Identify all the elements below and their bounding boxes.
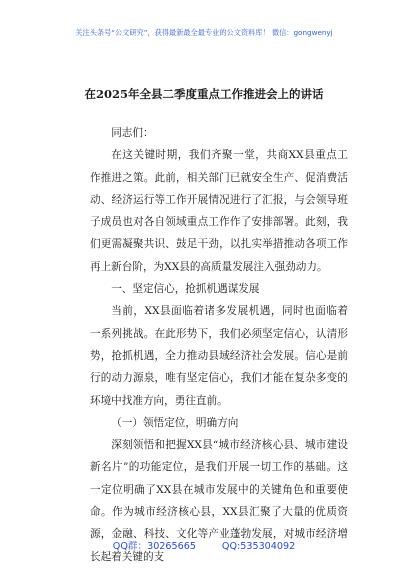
paragraph-section-1: 当前，XX县面临着诸多发展机遇，同时也面临着一系列挑战。在此形势下，我们必须坚定信心，认清形势，抢抓机遇，全力推动县域经济社会发展。信心是前行的动力源泉，唯有坚定信心，我们才能在复杂多变的环境中找准方向，勇往直前。 (90, 305, 348, 407)
header-promo-note: 关注头条号“公文研究”，获得最新最全最专业的公文资料库！ 微信：gongwenyj (75, 28, 333, 37)
footer-qq-group: QQ群：30265665 (112, 541, 196, 552)
section-heading-1: 一、坚定信心，抢抓机遇谋发展 (111, 283, 260, 296)
document-title: 在2025年全县二季度重点工作推进会上的讲话 (84, 87, 324, 101)
salutation: 同志们： (111, 127, 154, 139)
footer-qq-number: QQ:535304092 (221, 541, 296, 552)
subsection-heading-1: （一）领悟定位，明确方向 (111, 416, 239, 429)
document-body (90, 122, 348, 568)
paragraph-intro: 在这关键时期，我们齐聚一堂，共商XX县重点工作推进之策。此前，相关部门已就安全生产、促消费活动、经济运行等工作开展情况进行了汇报，与会领导班子成员也对各自领域重点工作作了安排部署。此刻，我们更需凝聚共识、鼓足干劲，以扎实举措推动各项工作再上新台阶，为XX县的高质量发展注入强劲动力。 (90, 149, 348, 273)
paragraph-subsection-1: 深刻领悟和把握XX县“城市经济核心县、城市建设新名片”的功能定位，是我们开展一切工作的基础。这一定位明确了XX县在城市发展中的关键角色和重要使命。作为城市经济核心县，XX县汇聚了大量的优质资源，金融、科技、文化等产业蓬勃发展，对城市经济增长起着关键的支 (90, 439, 348, 563)
footer-contacts (0, 538, 408, 552)
